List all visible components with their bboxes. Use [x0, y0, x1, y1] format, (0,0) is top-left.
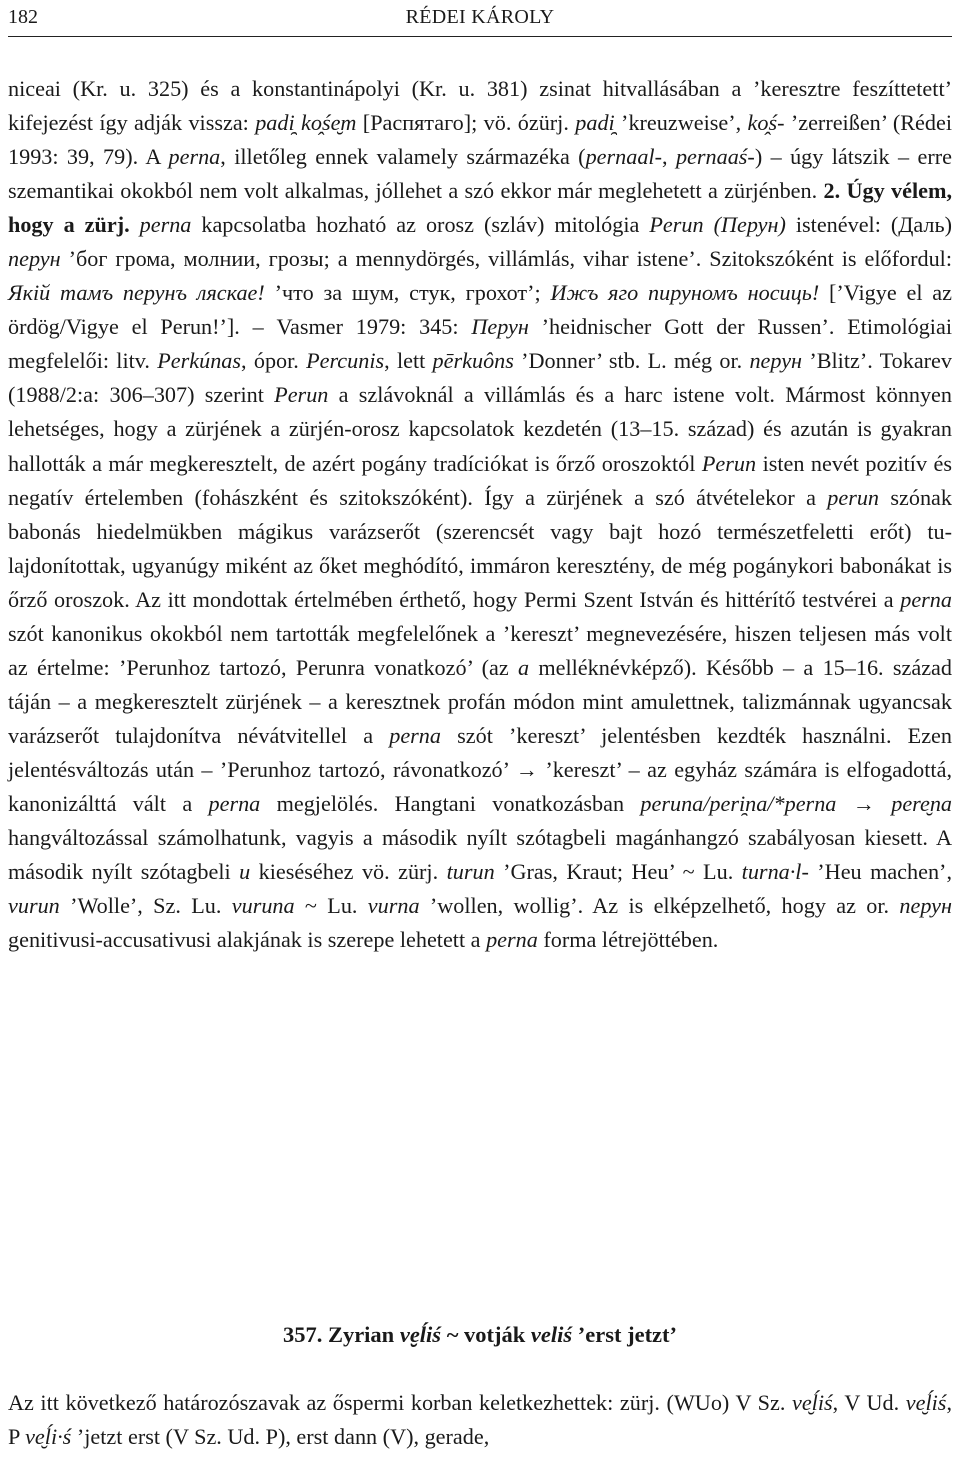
italic-term: ko̭ś-	[747, 110, 785, 136]
body-paragraph: Az itt következő határozószavak az őspermi korban keletkezhettek: zürj. (WUo) V Sz. ve̮ĺiś, V Ud. ve̮ĺiś, P ve̮ĺi·ś ’jetzt erst (V Sz. Ud. P), erst dann (V), gerade,	[8, 1390, 952, 1450]
italic-term: Perun	[274, 382, 329, 408]
italic-term: pere̮na	[891, 790, 953, 816]
italic-term: turna·l-	[741, 859, 809, 885]
italic-term: peruna/peri̯na/*perna	[640, 790, 837, 816]
italic-term: perna	[900, 586, 952, 612]
running-head: RÉDEI KÁROLY	[405, 6, 555, 28]
italic-term: vurun	[8, 893, 60, 919]
bold-text: ’erst jetzt’	[572, 1322, 678, 1347]
italic-term: perna	[139, 212, 192, 238]
bold-text: 2. Úgy vélem, hogy a zürj.	[8, 178, 953, 238]
italic-term: ve̮ĺiś	[791, 1390, 833, 1415]
italic-term: vurna	[367, 893, 420, 919]
italic-term: pernaal-	[585, 144, 662, 170]
italic-term: перун	[899, 893, 953, 919]
italic-term: a	[517, 654, 530, 680]
italic-term: Percunis	[306, 348, 385, 374]
italic-term: ve̮ĺiś	[905, 1390, 947, 1415]
italic-term: perna	[168, 144, 221, 170]
bold-text: ~ votják	[441, 1322, 531, 1347]
italic-term: Perun	[701, 450, 757, 476]
italic-term: Perun (Перун)	[649, 212, 786, 238]
italic-term: перун	[749, 348, 803, 374]
italic-term: Якiй тамъ перунъ ляскае!	[8, 280, 265, 306]
page-header	[8, 0, 952, 37]
italic-term: padi̯	[575, 110, 615, 136]
italic-term: perna	[486, 927, 538, 953]
italic-term: perna	[208, 790, 261, 816]
italic-term: perna	[389, 722, 441, 748]
italic-term: vuruna	[231, 893, 295, 919]
italic-term: perun	[827, 484, 880, 510]
bold-italic-term: ve̮ĺiś	[399, 1322, 442, 1347]
italic-term: ve̮ĺi·ś	[25, 1424, 72, 1450]
italic-term: pernaaś-	[675, 144, 755, 170]
section-heading	[0, 1322, 960, 1348]
bold-text: 357. Zyrian	[282, 1322, 400, 1347]
bold-italic-term: veliś	[530, 1322, 573, 1347]
italic-term: Ижъ яго пируномъ носиць!	[550, 280, 820, 306]
italic-term: turun	[446, 859, 495, 885]
italic-term: u	[239, 859, 251, 885]
body-paragraph: niceai (Kr. u. 325) és a konstantinápolyi (Kr. u. 381) zsinat hitvallásában a ’keresztre feszíttetett’ kifejezést így adják vissza: padi̯ ko̭śe̮m [Распятаго]; vö. ózürj. padi̯ ’kreuzweise’, ko̭ś- ’zerreißen’ (Rédei 1993: 39, 79). A perna, illetőleg ennek valamely származéka (pernaal-, pernaaś-) – úgy látszik – erre szemantikai okokból nem volt alkalmas, jóllehet a szó ekkor már meglehetett a zürjénben. 2. Úgy vélem, hogy a zürj. perna kapcsolatba hozható az orosz (szláv) mitológia Perun (Перун) istenével: (Даль) перун ’бог грома, молнии, грозы; a mennydörgés, villámlás, vihar istene’. Szitokszóként is előfordul: Якiй тамъ перунъ ляскае! ’что за шум, стук, грохот’; Ижъ яго пируномъ носиць! [’Vigye el az ördög/Vigye el Perun!’]. – Vasmer 1979: 345: Перун ’heidnischer Gott der Russen’. Etimológiai megfelelői: litv. Perkúnas, ópor. Percunis, lett pērkuôns ’Donner’ stb. L. még or. перун ’Blitz’. Tokarev (1988/2:a: 306–307) szerint Perun a szlávoknál a villámlás és a harc istene volt. Mármost könnyen lehetséges, hogy a zürjének a zürjén-orosz kapcsolatok kezdetén (13–15. század) és azután is gyakran hallották a már megkeresztelt, de azért pogány tradíciókat is őrző oroszoktól Perun isten nevét pozitív és negatív értelemben (fohászként és szitokszóként). Így a zürjének a szó átvételekor a perun szónak babonás hiedelmükben mágikus varázserőt (szerencsét vagy bajt hozó természetfeletti erőt) tulajdonítottak, ugyanúgy miként az őket meghódító, immáron keresztény, de még pogánykori babonákat is őrző oroszok. Az itt mondottak értelmében érthető, hogy Permi Szent István és hittérítő testvérei a perna szót kanonikus okokból nem tartották megfelelőnek a ’kereszt’ megnevezésére, hiszen teljesen más volt az értelme: ’Perunhoz tartozó, Perunra vonatkozó’ (az a melléknévképző). Később – a 15–16. század táján – a megkeresztelt zürjének – a keresztnek profán módon mint amulettnek, talizmánnak ugyancsak varázserőt tulajdonítva névátvitellel a perna szót ’kereszt’ jelentésben kezdték használni. Ezen jelentésváltozás után – ’Perunhoz tartozó, rávonatkozó’ → ’kereszt’ – az egyház számára is elfogadottá, kanonizálttá vált a perna megjelölés. Hangtani vonatkozásban peruna/peri̯na/*perna → pere̮na hangváltozással számolhatunk, vagyis a második nyílt szótagbeli magánhangzó szabályosan kiesett. A második nyílt szótagbeli u kieséséhez vö. zürj. turun ’Gras, Kraut; Heu’ ~ Lu. turna·l- ’Heu machen’, vurun ’Wolle’, Sz. Lu. vuruna ~ Lu. vurna ’wollen, wollig’. Az is elképzelhető, hogy az or. перун genitivusi-accusativusi alakjának is szerepe lehetett a perna forma létrejöttében.	[8, 76, 953, 953]
italic-term: перун	[8, 246, 61, 272]
italic-term: pērkuôns	[432, 348, 514, 374]
italic-term: Perkúnas	[157, 348, 242, 374]
italic-term: Перун	[471, 314, 529, 340]
page-number: 182	[8, 6, 38, 28]
italic-term: padi̯ ko̭śe̮m	[255, 110, 357, 136]
